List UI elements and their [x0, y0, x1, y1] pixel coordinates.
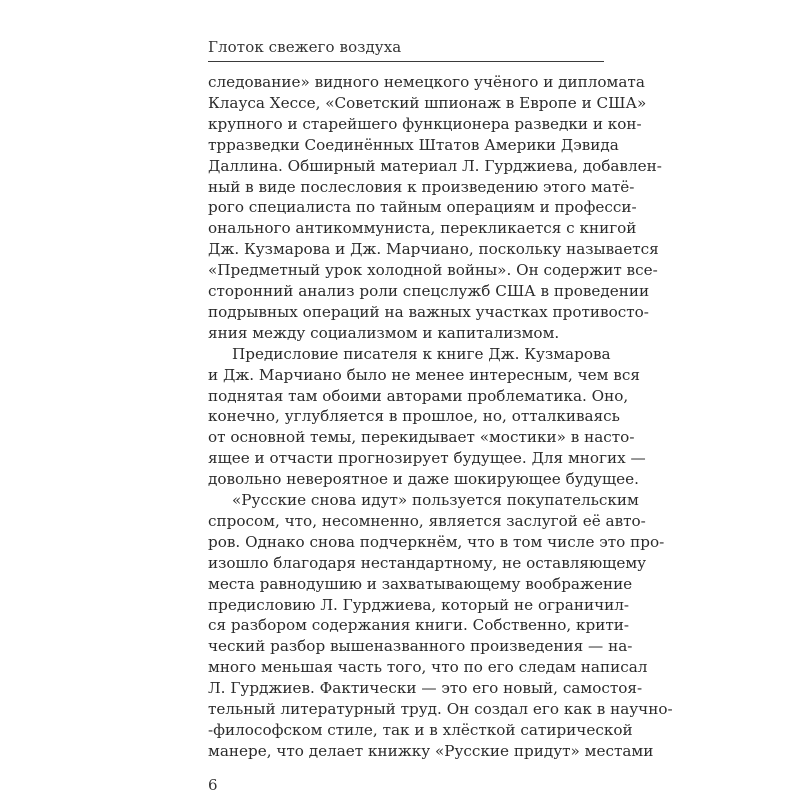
text-line: Клауса Хессе, «Советский шпионаж в Европе и США»	[208, 93, 647, 112]
text-line: предисловию Л. Гурджиева, который не ограничил-	[208, 595, 630, 614]
text-line: довольно невероятное и даже шокирующее будущее.	[208, 470, 639, 489]
text-line: сторонний анализ роли спецслужб США в проведении	[208, 282, 650, 300]
text-line: Л. Гурджиев. Фактически — это его новый, самостоя-	[208, 679, 643, 698]
text-line: -философском стиле, так и в хлёсткой сатирической	[208, 720, 633, 739]
text-line: от основной темы, перекидывает «мостики» в насто-	[208, 428, 635, 447]
page-number: 6	[208, 776, 218, 794]
text-line: ящее и отчасти прогнозирует будущее. Для многих —	[208, 449, 646, 468]
text-line: яния между социализмом и капитализмом.	[208, 323, 560, 342]
paragraph-first-line: «Русские снова идут» пользуется покупательским	[232, 491, 639, 509]
text-line: Даллина. Обширный материал Л. Гурджиева, добавлен-	[208, 156, 662, 175]
text-line: спросом, что, несомненно, является заслугой её авто-	[208, 511, 646, 530]
text-line: трразведки Соединённых Штатов Америки Дэвида	[208, 135, 619, 154]
text-line: Дж. Кузмарова и Дж. Марчиано, поскольку называется	[208, 240, 659, 259]
text-line: онального антикоммуниста, перекликается с книгой	[208, 219, 637, 238]
text-line: ся разбором содержания книги. Собственно, крити-	[208, 616, 630, 635]
text-line: ров. Однако снова подчеркнём, что в том числе это про-	[208, 532, 665, 551]
header-rule	[208, 61, 604, 62]
text-line: ный в виде послесловия к произведению этого матё-	[208, 177, 635, 196]
text-line: и Дж. Марчиано было не менее интересным, чем вся	[208, 365, 640, 384]
text-line: изошло благодаря нестандартному, не оставляющему	[208, 553, 647, 572]
text-line: крупного и старейшего функционера разведки и кон-	[208, 114, 642, 133]
text-line: ческий разбор вышеназванного произведения — на-	[208, 637, 633, 656]
text-line: поднятая там обоими авторами проблематика. Оно,	[208, 386, 629, 405]
paragraph-first-line: Предисловие писателя к книге Дж. Кузмарова	[232, 344, 611, 363]
text-line: манере, что делает книжку «Русские придут» местами	[208, 741, 654, 760]
text-line: много меньшая часть того, что по его следам написал	[208, 658, 648, 677]
text-line: места равнодушию и захватывающему воображение	[208, 574, 633, 593]
text-line: «Предметный урок холодной войны». Он содержит все-	[208, 261, 658, 280]
text-line: тельный литературный труд. Он создал его как в научно-	[208, 700, 673, 718]
text-line: подрывных операций на важных участках противосто-	[208, 302, 649, 321]
text-line: конечно, углубляется в прошлое, но, отталкиваясь	[208, 407, 620, 426]
text-line: рого специалиста по тайным операциям и професси-	[208, 198, 637, 217]
running-head: Глоток свежего воздуха	[208, 38, 402, 56]
text-line: следование» видного немецкого учёного и дипломата	[208, 73, 645, 91]
